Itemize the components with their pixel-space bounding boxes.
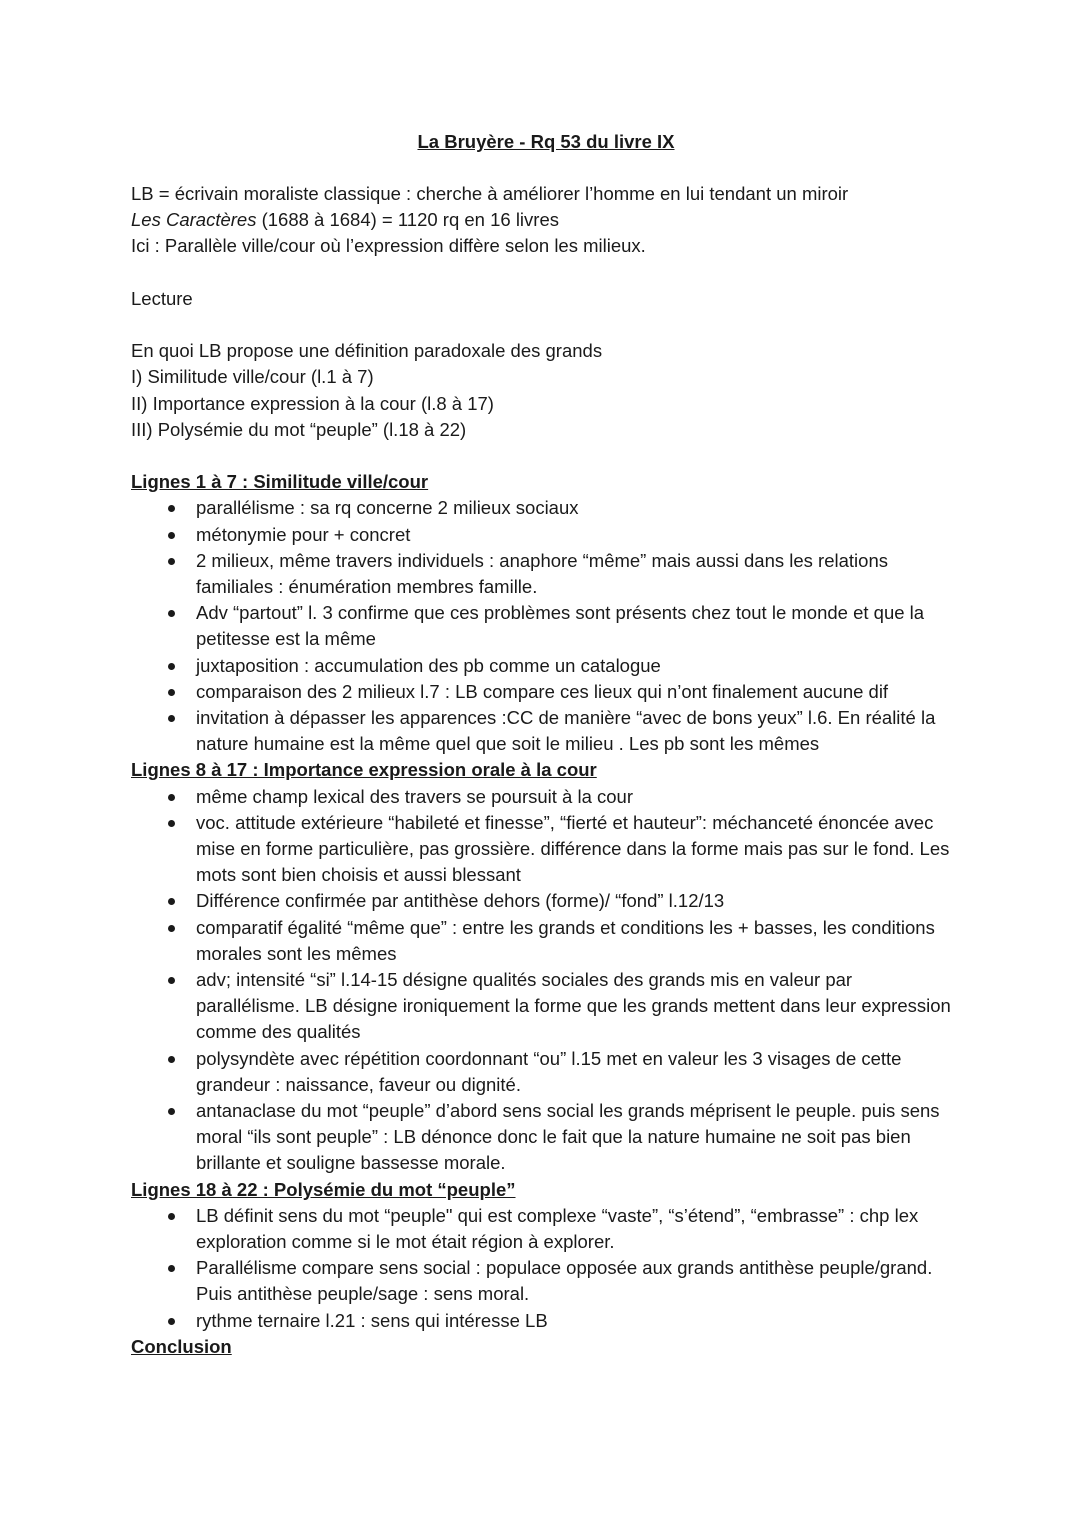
book-title: Les Caractères (131, 209, 257, 231)
bullet-icon (168, 794, 175, 801)
bullet-icon (168, 977, 175, 984)
list-item (131, 1255, 961, 1307)
bullet-icon (168, 1108, 175, 1115)
list-item (131, 522, 961, 548)
list-item (131, 967, 961, 1046)
spacer (131, 312, 961, 338)
list-item-text: adv; intensité “si” l.14-15 désigne qualités sociales des grands mis en valeur par parallélisme. LB désigne ironiquement la forme que les grands mettent dans leur expression comme des qualités (196, 969, 951, 1043)
bullet-icon (168, 663, 175, 670)
list-item-text: invitation à dépasser les apparences :CC de manière “avec de bons yeux” l.6. En réalité la nature humaine est la même quel que soit le milieu . Les pb sont les mêmes (196, 707, 936, 755)
bullet-icon (168, 532, 175, 539)
spacer (131, 443, 961, 469)
bullet-icon (168, 689, 175, 696)
list-item-text: LB définit sens du mot “peuple" qui est complexe “vaste”, “s’étend”, “embrasse” : chp lex exploration comme si le mot était région à explorer. (196, 1204, 919, 1253)
list-item-text: polysyndète avec répétition coordonnant “ou” l.15 met en valeur les 3 visages de cette grandeur : naissance, faveur ou dignité. (196, 1047, 902, 1095)
intro-line-3: Ici : Parallèle ville/cour où l’expression diffère selon les milieux. (131, 235, 646, 257)
section-1-list (131, 495, 961, 757)
list-item-text: même champ lexical des travers se poursuit à la cour (196, 785, 633, 807)
problem-question: En quoi LB propose une définition paradoxale des grands (131, 340, 603, 362)
section-2-list (131, 784, 961, 1177)
conclusion-heading: Conclusion (131, 1335, 232, 1357)
list-item-text: Adv “partout” l. 3 confirme que ces problèmes sont présents chez tout le monde et que la petitesse est la même (196, 602, 925, 650)
bullet-icon (168, 610, 175, 617)
section-heading-2: Lignes 8 à 17 : Importance expression orale à la cour (131, 759, 597, 781)
list-item-text: 2 milieux, même travers individuels : anaphore “même” mais aussi dans les relations familiales : énumération membres famille. (196, 549, 888, 597)
plan-part-3: III) Polysémie du mot “peuple” (l.18 à 22) (131, 418, 467, 440)
bullet-icon (168, 925, 175, 932)
list-item (131, 1308, 961, 1334)
plan-part-2: II) Importance expression à la cour (l.8 à 17) (131, 392, 494, 414)
list-item (131, 784, 961, 810)
bullet-icon (168, 1213, 175, 1220)
bullet-icon (168, 1265, 175, 1272)
list-item-text: métonymie pour + concret (196, 523, 411, 545)
list-item (131, 679, 961, 705)
document-title: La Bruyère - Rq 53 du livre IX (417, 131, 675, 152)
bullet-icon (168, 1318, 175, 1325)
bullet-icon (168, 1056, 175, 1063)
list-item (131, 1203, 961, 1255)
lecture-label: Lecture (131, 287, 193, 309)
list-item (131, 1098, 961, 1177)
list-item-text: juxtaposition : accumulation des pb comme un catalogue (196, 654, 661, 676)
intro-line-1: LB = écrivain moraliste classique : cherche à améliorer l’homme en lui tendant un miroir (131, 183, 849, 204)
section-heading-1: Lignes 1 à 7 : Similitude ville/cour (131, 471, 429, 493)
spacer (131, 260, 961, 286)
list-item-text: rythme ternaire l.21 : sens qui intéresse LB (196, 1309, 548, 1331)
section-heading-3: Lignes 18 à 22 : Polysémie du mot “peuple” (131, 1178, 516, 1200)
list-item (131, 548, 961, 600)
list-item (131, 888, 961, 914)
document-page (131, 129, 961, 1360)
list-item (131, 495, 961, 521)
list-item-text: Différence confirmée par antithèse dehors (forme)/ “fond” l.12/13 (196, 890, 725, 912)
bullet-icon (168, 898, 175, 905)
list-item (131, 810, 961, 889)
list-item (131, 705, 961, 757)
list-item (131, 600, 961, 652)
bullet-icon (168, 558, 175, 565)
plan-part-1: I) Similitude ville/cour (l.1 à 7) (131, 366, 374, 388)
list-item (131, 915, 961, 967)
list-item-text: Parallélisme compare sens social : populace opposée aux grands antithèse peuple/grand. Puis antithèse peuple/sage : sens moral. (196, 1257, 933, 1305)
list-item (131, 653, 961, 679)
bullet-icon (168, 505, 175, 512)
list-item-text: comparaison des 2 milieux l.7 : LB compare ces lieux qui n’ont finalement aucune dif (196, 680, 889, 702)
list-item-text: comparatif égalité “même que” : entre les grands et conditions les + basses, les conditions morales sont les mêmes (196, 916, 935, 964)
bullet-icon (168, 820, 175, 827)
intro-line-2 (131, 207, 961, 233)
list-item-text: antanaclase du mot “peuple” d’abord sens social les grands méprisent le peuple. puis sens moral “ils sont peuple” : LB dénonce donc le fait que la nature humaine ne soit pas bien brillante et souligne bassesse morale. (196, 1100, 940, 1174)
list-item (131, 1046, 961, 1098)
list-item-text: voc. attitude extérieure “habileté et finesse”, “fierté et hauteur”: méchanceté énoncée avec mise en forme particulière, pas grossière. différence dans la forme mais pas sur le fond. Les mots sont bien choisis et aussi blessant (196, 811, 950, 886)
list-item-text: parallélisme : sa rq concerne 2 milieux sociaux (196, 497, 579, 519)
bullet-icon (168, 715, 175, 722)
intro-line-2-rest: (1688 à 1684) = 1120 rq en 16 livres (256, 209, 559, 231)
section-3-list (131, 1203, 961, 1334)
